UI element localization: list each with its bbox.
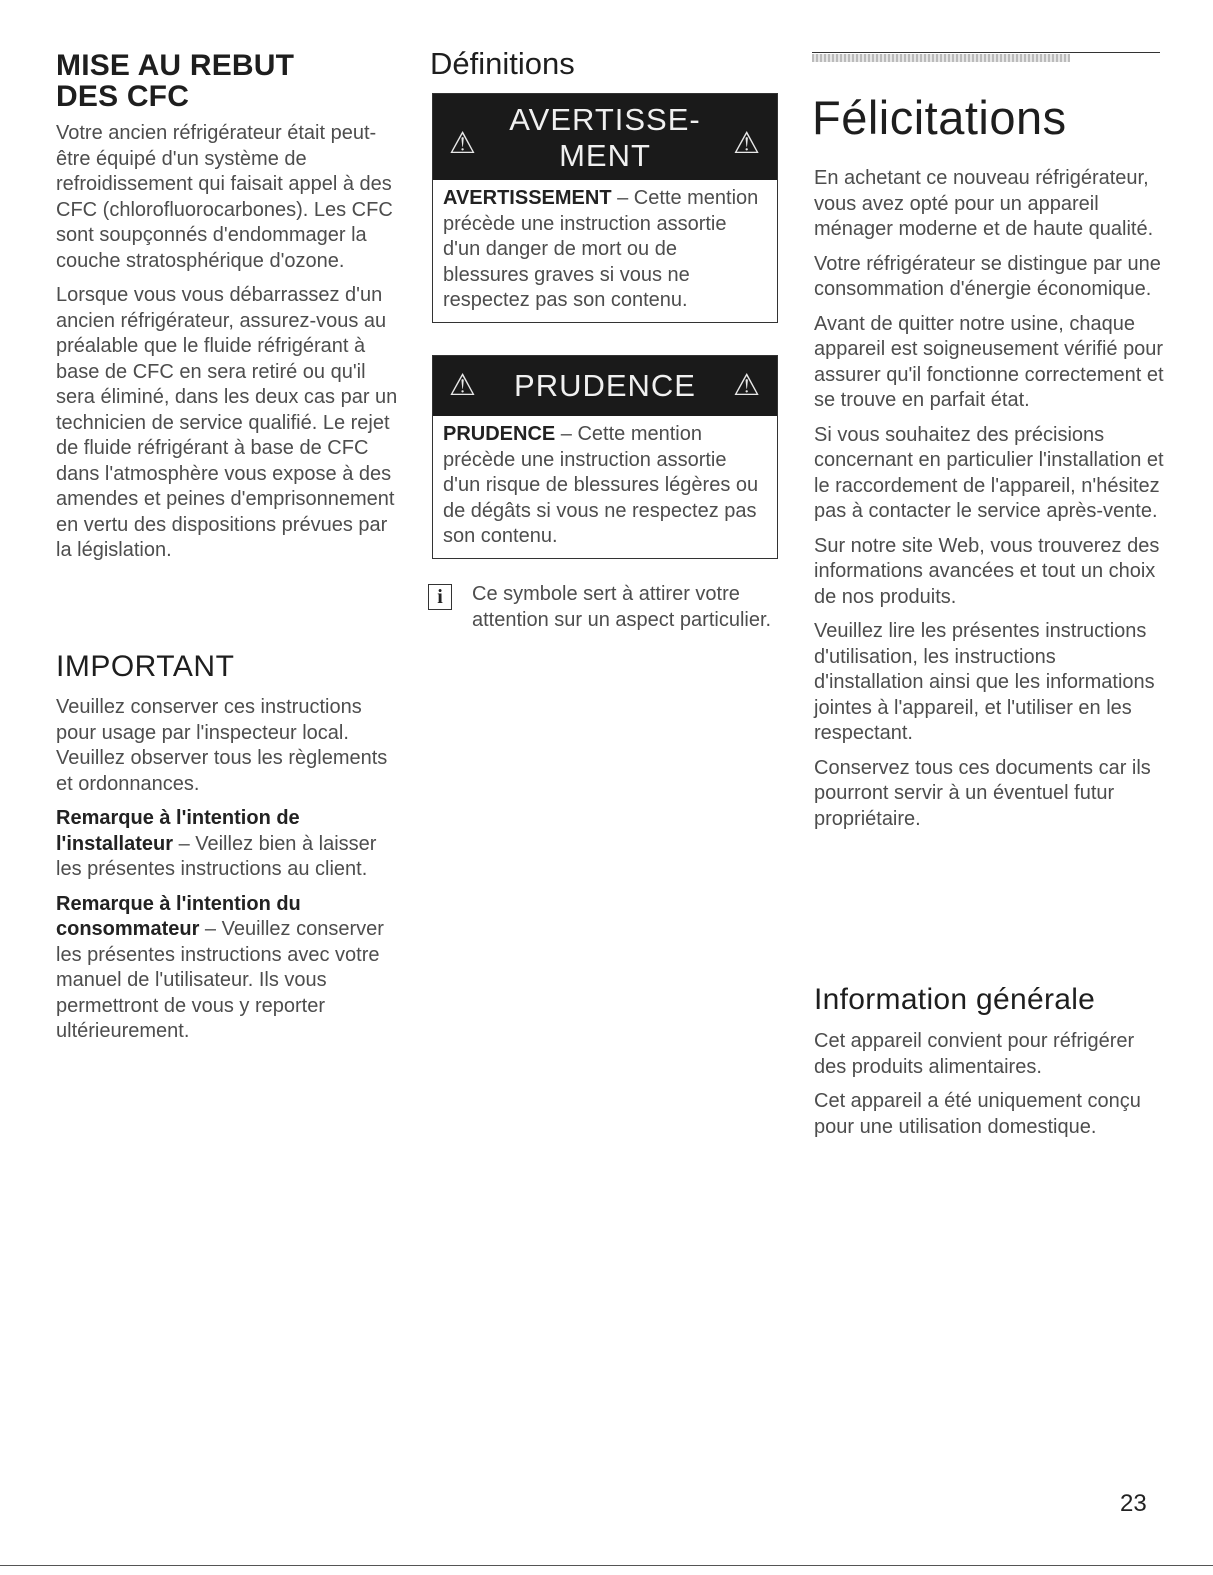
caution-body — [433, 416, 777, 558]
important-paragraph: Veuillez conserver ces instructions pour usage par l'inspecteur local. Veuillez observer tous les règlements et ordonnances. — [56, 696, 388, 795]
caution-box — [432, 355, 778, 559]
warning-header-line2: MENT — [559, 138, 651, 173]
installer-note — [56, 806, 406, 883]
caution-triangle-icon: ⚠ — [733, 369, 761, 402]
cfc-body — [56, 121, 406, 564]
warning-description: – Cette mention précède une instruction assortie d'un danger de mort ou de blessures graves si vous ne respectez pas son contenu. — [443, 187, 759, 311]
page-number: 23 — [1120, 1490, 1147, 1517]
definitions-heading: Définitions — [430, 46, 575, 81]
consumer-note-label: Remarque à l'intention du consommateur — [56, 892, 301, 940]
caution-triangle-icon: ⚠ — [449, 369, 477, 402]
installer-note-label: Remarque à l'intention de l'installateur — [56, 807, 300, 855]
info-note-text: Ce symbole sert à attirer votre attention sur un aspect particulier. — [472, 583, 772, 631]
cfc-paragraph-2: Lorsque vous vous débarrassez d'un ancien réfrigérateur, assurez-vous au préalable que le fluide réfrigérant à base de CFC en sera retiré ou qu'il sera éliminé, dans les deux cas par un technicien de service qualifié. Le rejet de fluide réfrigérant à base de CFC dans l'atmosphère vous expose à des amendes et peines d'emprisonnement en vertu des dispositions prévues par la législation. — [56, 284, 398, 561]
general-info-paragraph-1: Cet appareil convient pour réfrigérer des produits alimentaires. — [814, 1030, 1135, 1078]
general-info-paragraph-2: Cet appareil a été uniquement conçu pour une utilisation domestique. — [814, 1090, 1141, 1138]
warning-box — [432, 93, 778, 323]
important-body — [56, 695, 406, 1045]
important-heading: IMPORTANT — [56, 650, 235, 683]
cfc-paragraph-1: Votre ancien réfrigérateur était peut-être équipé d'un système de refroidissement qui faisait appel à des CFC (chlorofluorocarbones). Les CFC sont soupçonnés d'endommager la couche stratosphérique d'ozone. — [56, 122, 393, 272]
warning-triangle-icon: ⚠ — [449, 127, 477, 160]
felicitations-paragraph-4: Si vous souhaitez des précisions concernant en particulier l'installation et le raccordement de l'appareil, n'hésitez pas à contacter le service après-vente. — [814, 423, 1164, 522]
felicitations-paragraph-5: Sur notre site Web, vous trouverez des informations avancées et tout un choix de nos produits. — [814, 534, 1160, 608]
caution-text — [443, 422, 767, 550]
bottom-rule — [0, 1565, 1213, 1566]
info-note — [428, 582, 778, 633]
consumer-note — [56, 892, 406, 1045]
felicitations-paragraph-6: Veuillez lire les présentes instructions d'utilisation, les instructions d'installation ainsi que les informations jointes à l'appareil, et l'utiliser en les respectant. — [814, 620, 1155, 744]
warning-text — [443, 186, 767, 314]
consumer-note-text: – Veuillez conserver les présentes instructions avec votre manuel de l'utilisateur. Ils vous permettront de vous y reporter ultérieurement. — [56, 918, 384, 1042]
cfc-heading-line1: MISE AU REBUT — [56, 49, 295, 82]
cfc-heading — [56, 50, 294, 112]
header-rule — [812, 52, 1160, 63]
felicitations-body — [814, 166, 1164, 832]
installer-note-text: – Veillez bien à laisser les présentes instructions au client. — [56, 832, 377, 880]
general-info-body — [814, 1029, 1164, 1140]
warning-header — [433, 94, 777, 180]
caution-description: – Cette mention précède une instruction assortie d'un risque de blessures légères ou de dégâts si vous ne respectez pas son contenu. — [443, 423, 759, 547]
felicitations-heading: Félicitations — [812, 91, 1067, 144]
felicitations-paragraph-7: Conservez tous ces documents car ils pourront servir à un éventuel futur propriétaire. — [814, 756, 1151, 830]
caution-header — [433, 356, 777, 416]
warning-body — [433, 180, 777, 322]
header-shade — [812, 54, 1070, 62]
caution-header-label: PRUDENCE — [514, 368, 696, 403]
cfc-heading-line2: DES CFC — [56, 80, 190, 113]
warning-triangle-icon: ⚠ — [733, 127, 761, 160]
warning-label: AVERTISSEMENT — [443, 187, 612, 209]
felicitations-paragraph-2: Votre réfrigérateur se distingue par une consommation d'énergie économique. — [814, 252, 1161, 300]
caution-label: PRUDENCE — [443, 423, 556, 445]
warning-header-line1: AVERTISSE- — [509, 102, 701, 137]
info-icon: i — [428, 584, 452, 610]
felicitations-paragraph-1: En achetant ce nouveau réfrigérateur, vous avez opté pour un appareil ménager moderne et de haute qualité. — [814, 167, 1154, 240]
general-info-heading: Information générale — [814, 983, 1096, 1016]
felicitations-paragraph-3: Avant de quitter notre usine, chaque appareil est soigneusement vérifié pour assurer qu'il fonctionne correctement et se trouve en parfait état. — [814, 312, 1164, 411]
